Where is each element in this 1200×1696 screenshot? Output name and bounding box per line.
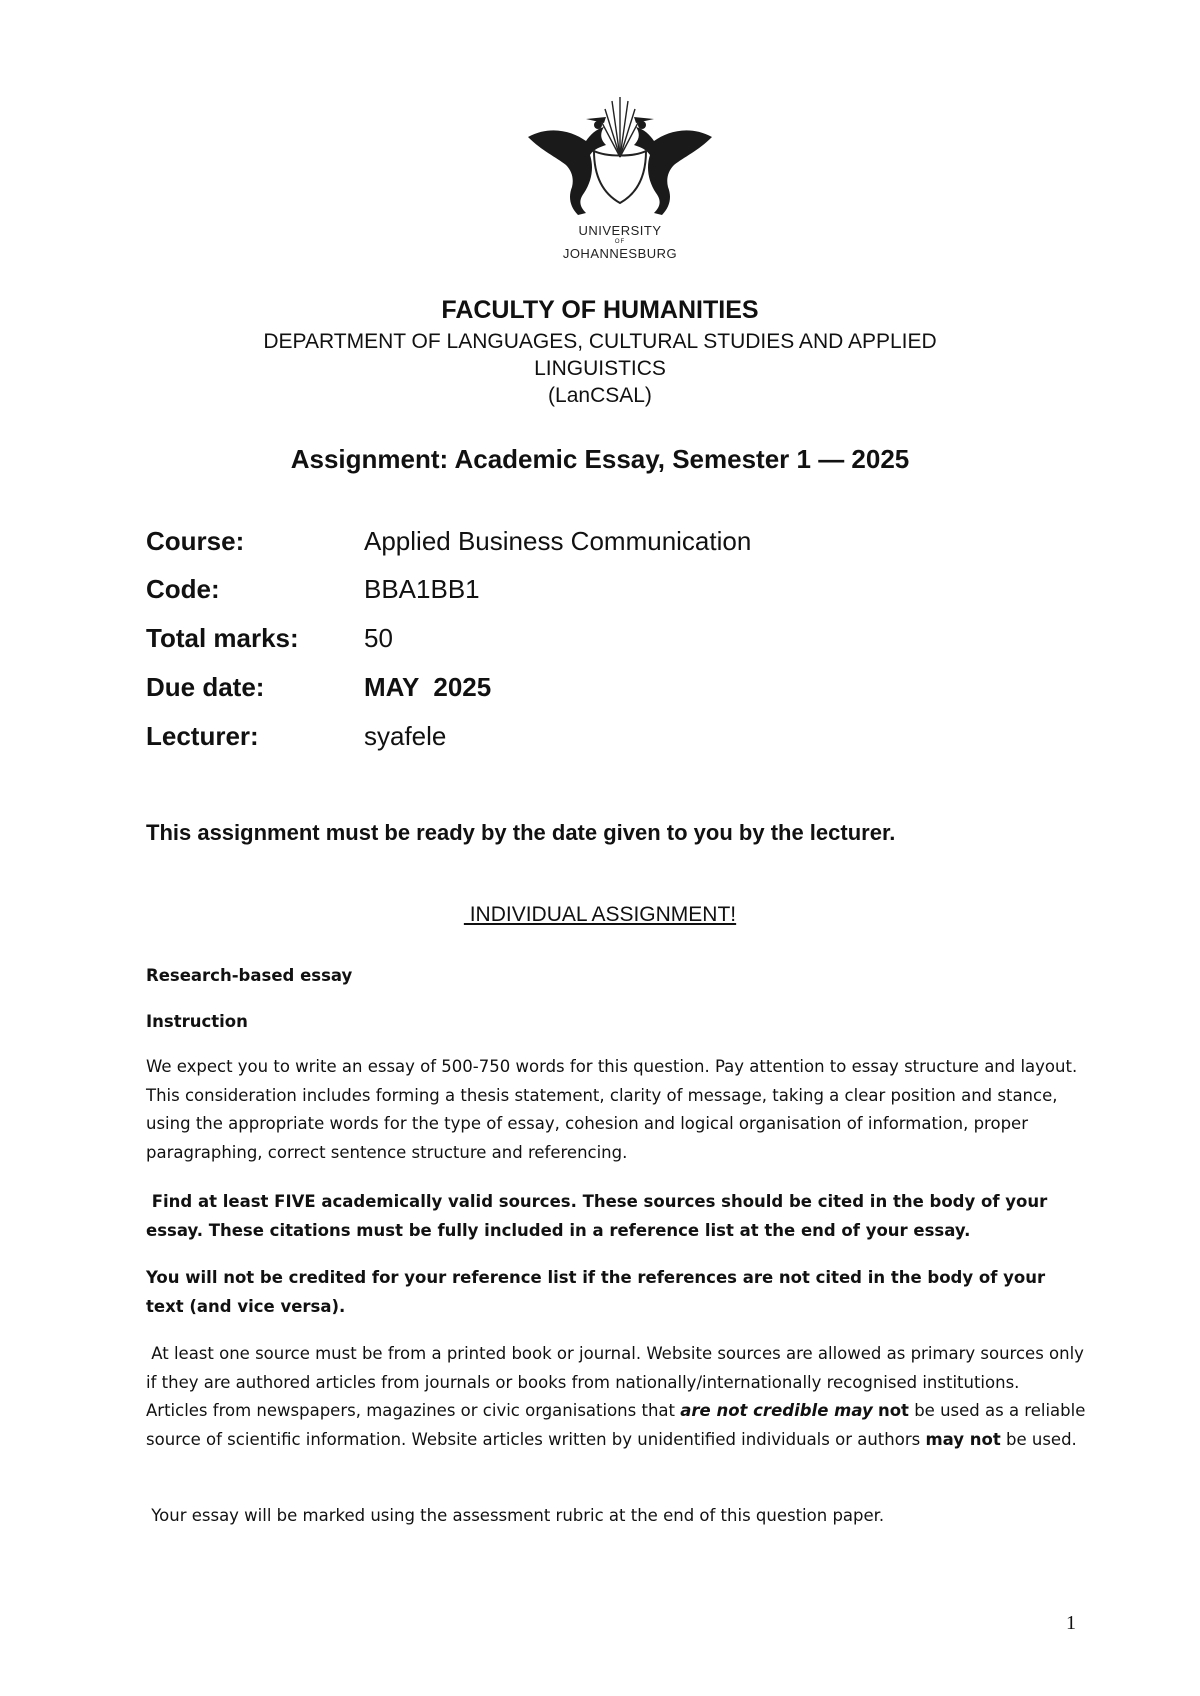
source-rules-emphasis-2: not bbox=[877, 1401, 909, 1420]
source-rules-text-2: be used as a reliable source of scientific information. Website articles written by unidentified individuals or authors bbox=[146, 1401, 1091, 1449]
due-date-value: MAY 2025 bbox=[364, 672, 492, 702]
page-number: 1 bbox=[1066, 1612, 1076, 1634]
individual-assignment-heading: INDIVIDUAL ASSIGNMENT! bbox=[463, 903, 737, 926]
course-value: Applied Business Communication bbox=[364, 526, 752, 556]
essay-type: Research-based essay bbox=[146, 966, 353, 985]
code-value: BBA1BB1 bbox=[364, 574, 480, 604]
paragraph-source-rules bbox=[146, 1340, 1091, 1454]
marks-label: Total marks: bbox=[146, 623, 299, 653]
code-label: Code: bbox=[146, 574, 220, 604]
source-rules-text-3: be used. bbox=[1000, 1429, 1077, 1449]
logo-text-johannesburg: JOHANNESBURG bbox=[562, 246, 678, 261]
department-line-1: DEPARTMENT OF LANGUAGES, CULTURAL STUDIES AND APPLIED bbox=[263, 330, 937, 353]
lecturer-value: syafele bbox=[364, 721, 447, 751]
logo-text-university: UNIVERSITY bbox=[578, 223, 662, 238]
lecturer-label: Lecturer: bbox=[146, 721, 259, 751]
source-rules-emphasis-1: are not credible may bbox=[680, 1401, 873, 1420]
source-rules-emphasis-3: may not bbox=[925, 1429, 1001, 1449]
marks-value: 50 bbox=[364, 623, 393, 653]
department-abbreviation: (LanCSAL) bbox=[548, 384, 652, 407]
paragraph-rubric: Your essay will be marked using the assessment rubric at the end of this question paper. bbox=[146, 1506, 885, 1525]
paragraph-reference-credit: You will not be credited for your reference list if the references are not cited in the body of your text (and vice versa). bbox=[146, 1268, 1046, 1316]
crest-icon bbox=[520, 95, 720, 220]
department-line-2: LINGUISTICS bbox=[534, 357, 666, 380]
source-rules-text-1: At least one source must be from a printed book or journal. Website sources are allowed as primary sources only if they are authored articles from journals or books from nationally/internationally recognised institutions. Articles from newspapers, magazines or civic organisations that bbox=[146, 1344, 1090, 1420]
due-date-label: Due date: bbox=[146, 672, 265, 702]
instruction-heading: Instruction bbox=[146, 1012, 248, 1031]
ready-notice: This assignment must be ready by the date given to you by the lecturer. bbox=[146, 820, 896, 845]
assignment-title: Assignment: Academic Essay, Semester 1 — 2025 bbox=[290, 444, 910, 474]
paragraph-sources: Find at least FIVE academically valid sources. These sources should be cited in the body of your essay. These citations must be fully included in a reference list at the end of your essay. bbox=[146, 1192, 1053, 1240]
paragraph-essay-expectations: We expect you to write an essay of 500-750 words for this question. Pay attention to essay structure and layout. This consideration includes forming a thesis statement, clarity of message, taking a clear position and stance, using the appropriate words for the type of essay, cohesion and logical organisation of information, proper paragraphing, correct sentence structure and referencing. bbox=[146, 1057, 1078, 1162]
course-label: Course: bbox=[146, 526, 245, 556]
logo-text-of: OF bbox=[614, 239, 626, 245]
faculty-heading: FACULTY OF HUMANITIES bbox=[441, 296, 759, 324]
university-logo bbox=[520, 95, 720, 265]
